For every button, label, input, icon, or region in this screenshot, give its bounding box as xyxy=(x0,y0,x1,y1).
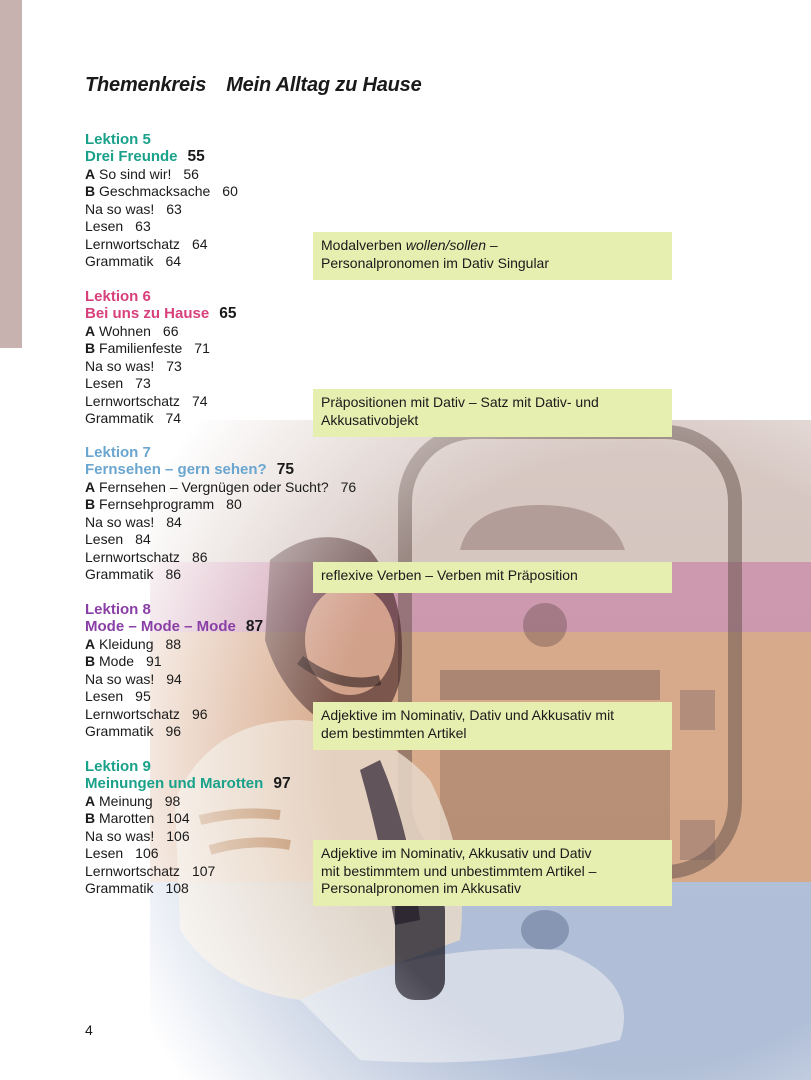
entry-page: 84 xyxy=(135,531,151,548)
lesson-title-text: Mode – Mode – Mode xyxy=(85,618,236,635)
toc-entry[interactable] xyxy=(85,201,445,218)
theme-title: Mein Alltag zu Hause xyxy=(226,74,422,96)
entry-text: Kleidung xyxy=(99,636,154,652)
grammar-text: Personalpronomen im Akkusativ xyxy=(321,880,521,897)
lesson-title[interactable] xyxy=(85,618,445,636)
entry-text: So sind wir! xyxy=(99,166,172,182)
grammar-text: mit bestimmtem und unbestimmtem Artikel – xyxy=(321,862,597,879)
entry-text: Grammatik xyxy=(85,880,154,897)
entry-text: Fernsehprogramm xyxy=(99,496,215,513)
entry-text: Lernwortschatz xyxy=(85,548,180,565)
entry-page: 106 xyxy=(166,827,190,844)
grammar-box-9 xyxy=(313,840,672,906)
entry-page: 96 xyxy=(191,705,208,722)
entry-text: Na so was! xyxy=(85,827,155,844)
toc-entry[interactable] xyxy=(85,531,445,548)
entry-text: Na so was! xyxy=(85,670,155,687)
grammar-text: Personalpronomen im Dativ Singular xyxy=(321,254,549,271)
lesson-number: Lektion 6 xyxy=(85,288,151,305)
lesson-page: 65 xyxy=(219,305,237,322)
entry-text: Lesen xyxy=(85,531,124,548)
entry-text: Meinung xyxy=(99,793,153,809)
grammar-box-6 xyxy=(313,389,672,437)
entry-page: 66 xyxy=(162,323,179,339)
entry-page: 107 xyxy=(191,862,216,879)
entry-text: Grammatik xyxy=(85,410,154,427)
entry-page: 74 xyxy=(191,392,208,409)
entry-text: Lernwortschatz xyxy=(85,235,180,252)
entry-page: 106 xyxy=(135,845,159,862)
entry-page: 98 xyxy=(164,793,181,809)
lesson-title[interactable] xyxy=(85,461,445,479)
entry-page: 86 xyxy=(165,566,182,583)
entry-page: 88 xyxy=(165,636,182,652)
theme-label: Themenkreis xyxy=(85,74,207,96)
page-header xyxy=(85,74,422,97)
toc-entry[interactable] xyxy=(85,183,445,200)
grammar-text: Adjektive im Nominativ, Dativ und Akkusativ mit xyxy=(321,707,615,723)
toc-entry[interactable] xyxy=(85,636,445,653)
entry-text: Lesen xyxy=(85,688,124,705)
toc-entry[interactable] xyxy=(85,358,445,375)
lesson-page: 55 xyxy=(187,148,205,165)
entry-prefix: A xyxy=(85,636,96,652)
entry-text: Lesen xyxy=(85,218,124,235)
lesson-title[interactable] xyxy=(85,775,445,793)
entry-page: 63 xyxy=(135,218,151,235)
entry-page: 73 xyxy=(166,357,182,374)
entry-text: Wohnen xyxy=(99,323,151,339)
entry-page: 108 xyxy=(165,880,189,897)
toc-entry[interactable] xyxy=(85,340,445,357)
page-number: 4 xyxy=(85,1022,93,1038)
grammar-italic: wollen/sollen xyxy=(405,237,486,253)
toc-entry[interactable] xyxy=(85,496,445,513)
grammar-box-8 xyxy=(313,702,672,750)
entry-prefix: A xyxy=(85,793,96,809)
entry-text: Lernwortschatz xyxy=(85,862,180,879)
lesson-title[interactable] xyxy=(85,148,445,166)
grammar-box-7 xyxy=(313,562,672,593)
entry-page: 96 xyxy=(165,723,182,740)
lesson-number: Lektion 8 xyxy=(85,601,151,618)
grammar-text: reflexive Verben – Verben mit Präposition xyxy=(321,567,578,583)
lesson-title-text: Bei uns zu Hause xyxy=(85,305,210,322)
grammar-text: Präpositionen mit Dativ – Satz mit Dativ- und xyxy=(321,394,599,410)
toc-entry[interactable] xyxy=(85,323,445,340)
grammar-text: Adjektive im Nominativ, Akkusativ und Dativ xyxy=(321,845,592,861)
lesson-number: Lektion 5 xyxy=(85,131,151,148)
entry-page: 63 xyxy=(166,200,182,217)
lesson-page: 87 xyxy=(245,618,264,635)
entry-prefix: A xyxy=(85,479,96,495)
entry-text: Lernwortschatz xyxy=(85,705,180,722)
grammar-box-5 xyxy=(313,232,672,280)
entry-page: 60 xyxy=(222,183,238,200)
entry-page: 74 xyxy=(165,410,182,427)
entry-prefix: B xyxy=(85,183,96,200)
toc-entry[interactable] xyxy=(85,166,445,183)
entry-text: Lesen xyxy=(85,845,124,862)
entry-text: Familienfeste xyxy=(99,340,183,357)
entry-page: 64 xyxy=(165,253,182,270)
entry-page: 94 xyxy=(166,670,182,687)
entry-text: Lernwortschatz xyxy=(85,392,180,409)
entry-page: 64 xyxy=(191,235,208,252)
entry-page: 95 xyxy=(135,688,151,705)
entry-prefix: B xyxy=(85,496,96,513)
entry-text: Na so was! xyxy=(85,200,155,217)
page-number-box xyxy=(98,1023,116,1042)
entry-page: 76 xyxy=(340,479,357,495)
entry-prefix: B xyxy=(85,340,96,357)
entry-page: 73 xyxy=(135,375,151,392)
toc-entry[interactable] xyxy=(85,671,445,688)
lesson-number: Lektion 7 xyxy=(85,444,151,461)
entry-page: 56 xyxy=(183,166,199,182)
lesson-page: 97 xyxy=(273,775,291,792)
lesson-title-text: Fernsehen – gern sehen? xyxy=(85,461,267,478)
grammar-text: – xyxy=(486,237,498,253)
entry-text: Na so was! xyxy=(85,357,155,374)
toc-entry[interactable] xyxy=(85,479,445,496)
lesson-title-text: Drei Freunde xyxy=(85,148,178,165)
entry-text: Grammatik xyxy=(85,723,154,740)
lesson-number: Lektion 9 xyxy=(85,758,151,775)
entry-page: 91 xyxy=(146,653,162,670)
toc-entry[interactable] xyxy=(85,793,445,810)
grammar-text: Modalverben xyxy=(321,237,406,253)
lesson-page: 75 xyxy=(276,461,294,478)
entry-prefix: B xyxy=(85,810,96,827)
entry-text: Fernsehen – Vergnügen oder Sucht? xyxy=(99,479,329,495)
entry-text: Grammatik xyxy=(85,253,154,270)
entry-text: Grammatik xyxy=(85,566,154,583)
grammar-text: dem bestimmten Artikel xyxy=(321,724,467,741)
entry-page: 71 xyxy=(194,340,210,357)
entry-page: 104 xyxy=(166,810,190,827)
toc-entry[interactable] xyxy=(85,810,445,827)
entry-text: Geschmacksache xyxy=(99,183,211,200)
entry-text: Na so was! xyxy=(85,513,155,530)
lesson-title-text: Meinungen und Marotten xyxy=(85,775,264,792)
toc-entry[interactable] xyxy=(85,514,445,531)
grammar-text: Akkusativobjekt xyxy=(321,411,419,428)
entry-text: Marotten xyxy=(99,810,155,827)
entry-page: 80 xyxy=(226,496,242,513)
lesson-title[interactable] xyxy=(85,305,445,323)
entry-text: Lesen xyxy=(85,375,124,392)
entry-text: Mode xyxy=(99,653,135,670)
entry-prefix: A xyxy=(85,323,96,339)
entry-prefix: B xyxy=(85,653,96,670)
entry-page: 84 xyxy=(166,513,182,530)
entry-page: 86 xyxy=(191,548,208,565)
toc-entry[interactable] xyxy=(85,653,445,670)
entry-prefix: A xyxy=(85,166,96,182)
